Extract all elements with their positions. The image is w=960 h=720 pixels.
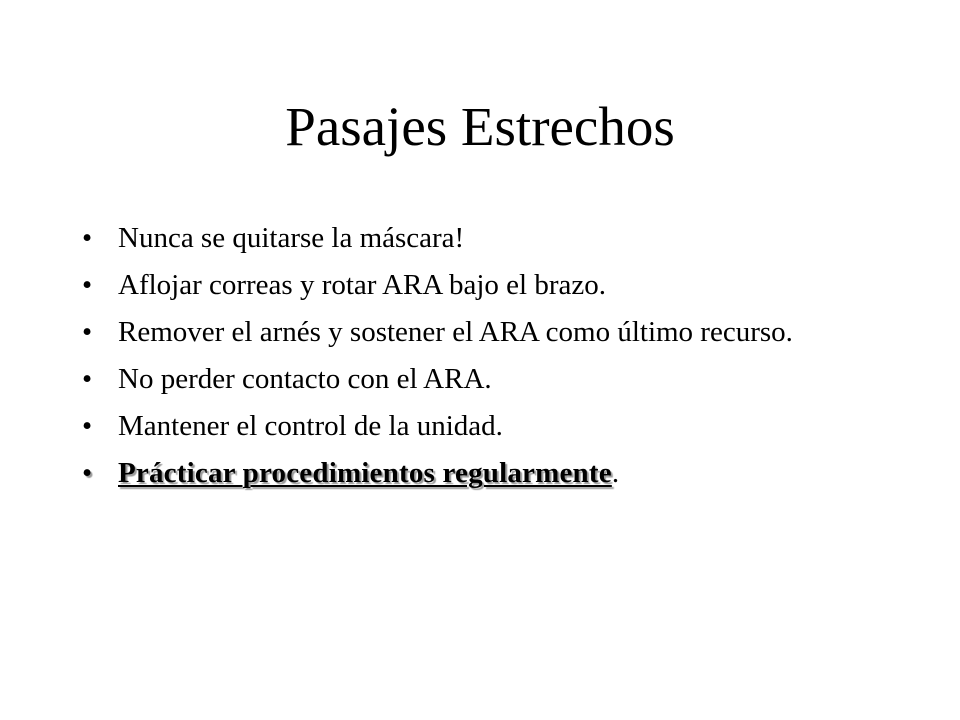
bullet-item-5: [80, 408, 840, 444]
bullet-text-suffix: .: [611, 457, 620, 489]
bullet-item-1: [80, 220, 840, 256]
bullet-icon: •: [82, 457, 93, 489]
bullet-item-4: [80, 361, 840, 397]
bullet-icon: •: [82, 269, 93, 301]
bullet-list: [80, 220, 840, 502]
bullet-text: Mantener el control de la unidad.: [118, 410, 503, 442]
bullet-icon: •: [82, 363, 93, 395]
bullet-text: No perder contacto con el ARA.: [118, 363, 492, 395]
bullet-icon: •: [82, 222, 93, 254]
bullet-text: Aflojar correas y rotar ARA bajo el brazo.: [118, 269, 606, 301]
slide-title: Pasajes Estrechos: [285, 96, 675, 157]
bullet-icon: •: [82, 316, 93, 348]
bullet-item-2: [80, 267, 840, 303]
bullet-icon: •: [82, 410, 93, 442]
bullet-text: Remover el arnés y sostener el ARA como último recurso.: [118, 316, 793, 348]
bullet-item-6: [80, 455, 840, 491]
bullet-text-emphasis-wrap: [118, 457, 619, 489]
bullet-text: Nunca se quitarse la máscara!: [118, 222, 465, 254]
bullet-text-emphasis: Prácticar procedimientos regularmente: [118, 457, 612, 489]
bullet-item-3: [80, 314, 840, 350]
